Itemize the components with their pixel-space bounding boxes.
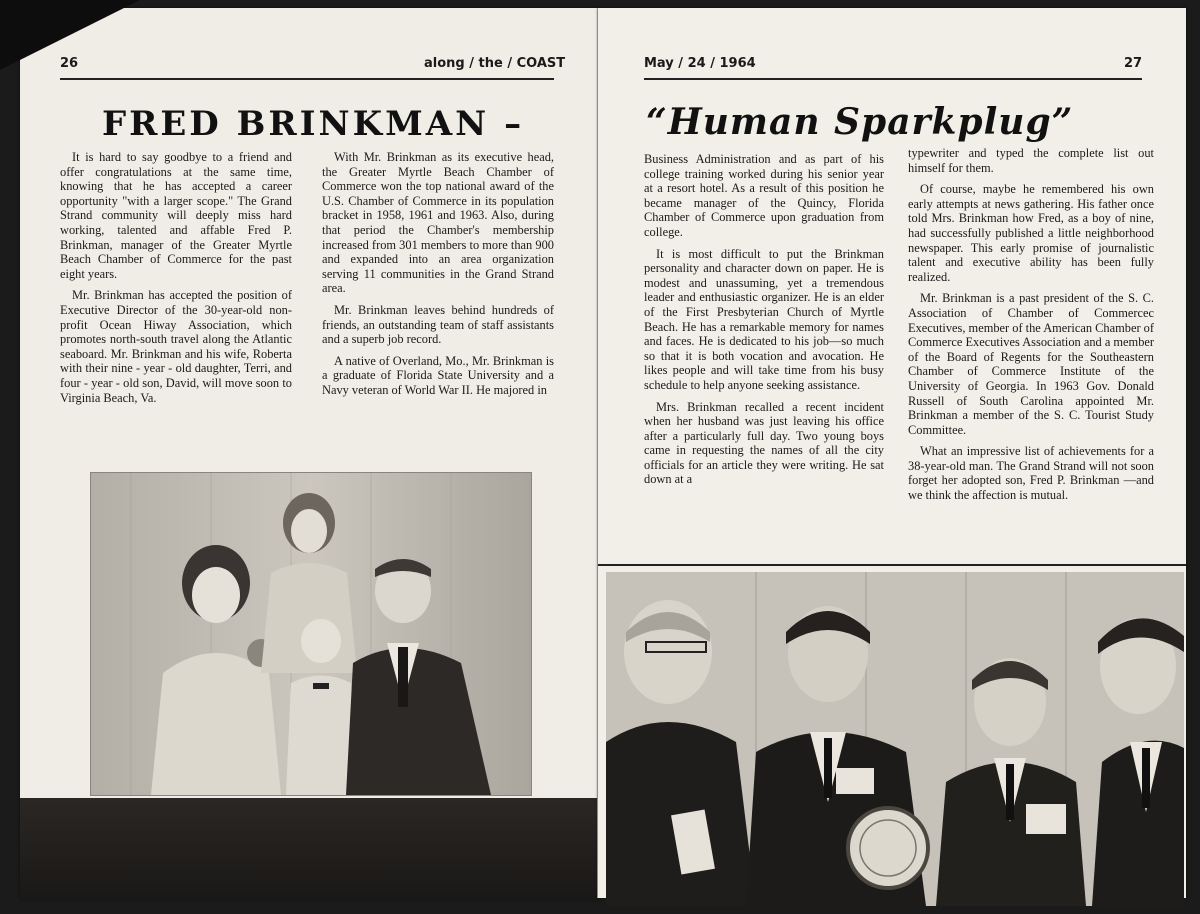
right-page — [598, 8, 1186, 898]
headline-left: FRED BRINKMAN – — [102, 104, 525, 144]
award-group-photo — [606, 572, 1184, 906]
article-column-2 — [322, 150, 554, 405]
paragraph: It is hard to say goodbye to a friend and offer congratulations at the same time, knowing that he has accepted a career opportunity "with a larger scope." The Grand Strand community will deeply miss hard working, talented and affable Fred P. Brinkman, manager of the Greater Myrtle Beach Chamber of Commerce for the past eight years. — [60, 150, 292, 281]
family-photo — [90, 472, 532, 796]
article-column-3 — [644, 152, 884, 494]
headline-right: “Human Sparkplug” — [646, 101, 1074, 143]
family-photo-figures — [91, 473, 531, 795]
page-number-right: 27 — [1124, 56, 1143, 71]
paragraph: Of course, maybe he remembered his own early attempts at news gathering. His father once told Mrs. Brinkman how Fred, as a boy of nine, had successfully published a little neighborhood newspaper. This early promise of journalistic talent and executive ability has been fully realized. — [908, 182, 1154, 284]
article-column-4 — [908, 146, 1154, 510]
paragraph: Mrs. Brinkman recalled a recent incident when her husband was just leaving his office after a particularly full day. Two young boys came in requesting the names of all the city officials for an article they were writing. He sat down at a — [644, 399, 884, 487]
torn-corner — [0, 0, 140, 70]
photo-dark-band — [20, 798, 598, 902]
photo-top-rule — [598, 564, 1186, 566]
header-rule-right — [644, 78, 1142, 80]
paragraph: Mr. Brinkman leaves behind hundreds of friends, an outstanding team of staff assistants and a superb job record. — [322, 302, 554, 347]
left-page — [20, 8, 598, 898]
paragraph: typewriter and typed the complete list out himself for them. — [908, 146, 1154, 175]
paragraph: What an impressive list of achievements for a 38-year-old man. The Grand Strand will not soon forget her adopted son, Fred P. Brinkman —and we think the affection is mutual. — [908, 444, 1154, 503]
issue-date: May / 24 / 1964 — [644, 56, 756, 71]
paragraph: Mr. Brinkman is a past president of the S. C. Association of Chamber of Commercec Executives, member of the American Chamber of Commerce Executives Association and a member of the Board of Regents for the Southeastern Chamber of Commerce Institute of the University of Georgia. In 1963 Gov. Donald Russell of South Carolina appointed Mr. Brinkman a member of the S. C. Tourist Study Committee. — [908, 291, 1155, 437]
paragraph: With Mr. Brinkman as its executive head, the Greater Myrtle Beach Chamber of Commerce won the top national award of the U.S. Chamber of Commerce in its population bracket in 1958, 1961 and 1963. Also, during that period the Chamber's membership increased from 301 members to more than 900 and expanded into an area organization serving 11 communities in the Grand Strand area. — [322, 150, 554, 296]
header-rule-left — [60, 78, 554, 80]
article-column-1 — [60, 150, 292, 412]
award-group-figures — [606, 572, 1184, 906]
paragraph: Mr. Brinkman has accepted the position of Executive Director of the 30-year-old non-profit Ocean Hiway Association, which promotes north-south travel along the Atlantic seaboard. Mr. Brinkman and his wife, Roberta with their nine - year - old daughter, Terri, and four - year - old son, David, will move soon to Virginia Beach, Va. — [60, 288, 292, 405]
paragraph: A native of Overland, Mo., Mr. Brinkman is a graduate of Florida State University and a Navy veteran of World War II. He majored in — [322, 353, 554, 397]
section-title: along / the / COAST — [424, 56, 566, 71]
page-number-left: 26 — [60, 56, 79, 71]
paragraph: Business Administration and as part of his college training worked during his senior year at a resort hotel. As a result of this position he became manager of the Quincy, Florida Chamber of Commerce upon graduation from college. — [644, 152, 884, 239]
paragraph: It is most difficult to put the Brinkman personality and character down on paper. He is modest and unassuming, yet a tremendous leader and enthusiastic organizer. He is an elder of the First Presbyterian Church of Myrtle Beach. He has a remarkable memory for names and faces. He is dedicated to his job—so much so that it is both vocation and avocation. He likes people and will take time from his busy schedule to help anyone seeking assistance. — [644, 246, 884, 392]
